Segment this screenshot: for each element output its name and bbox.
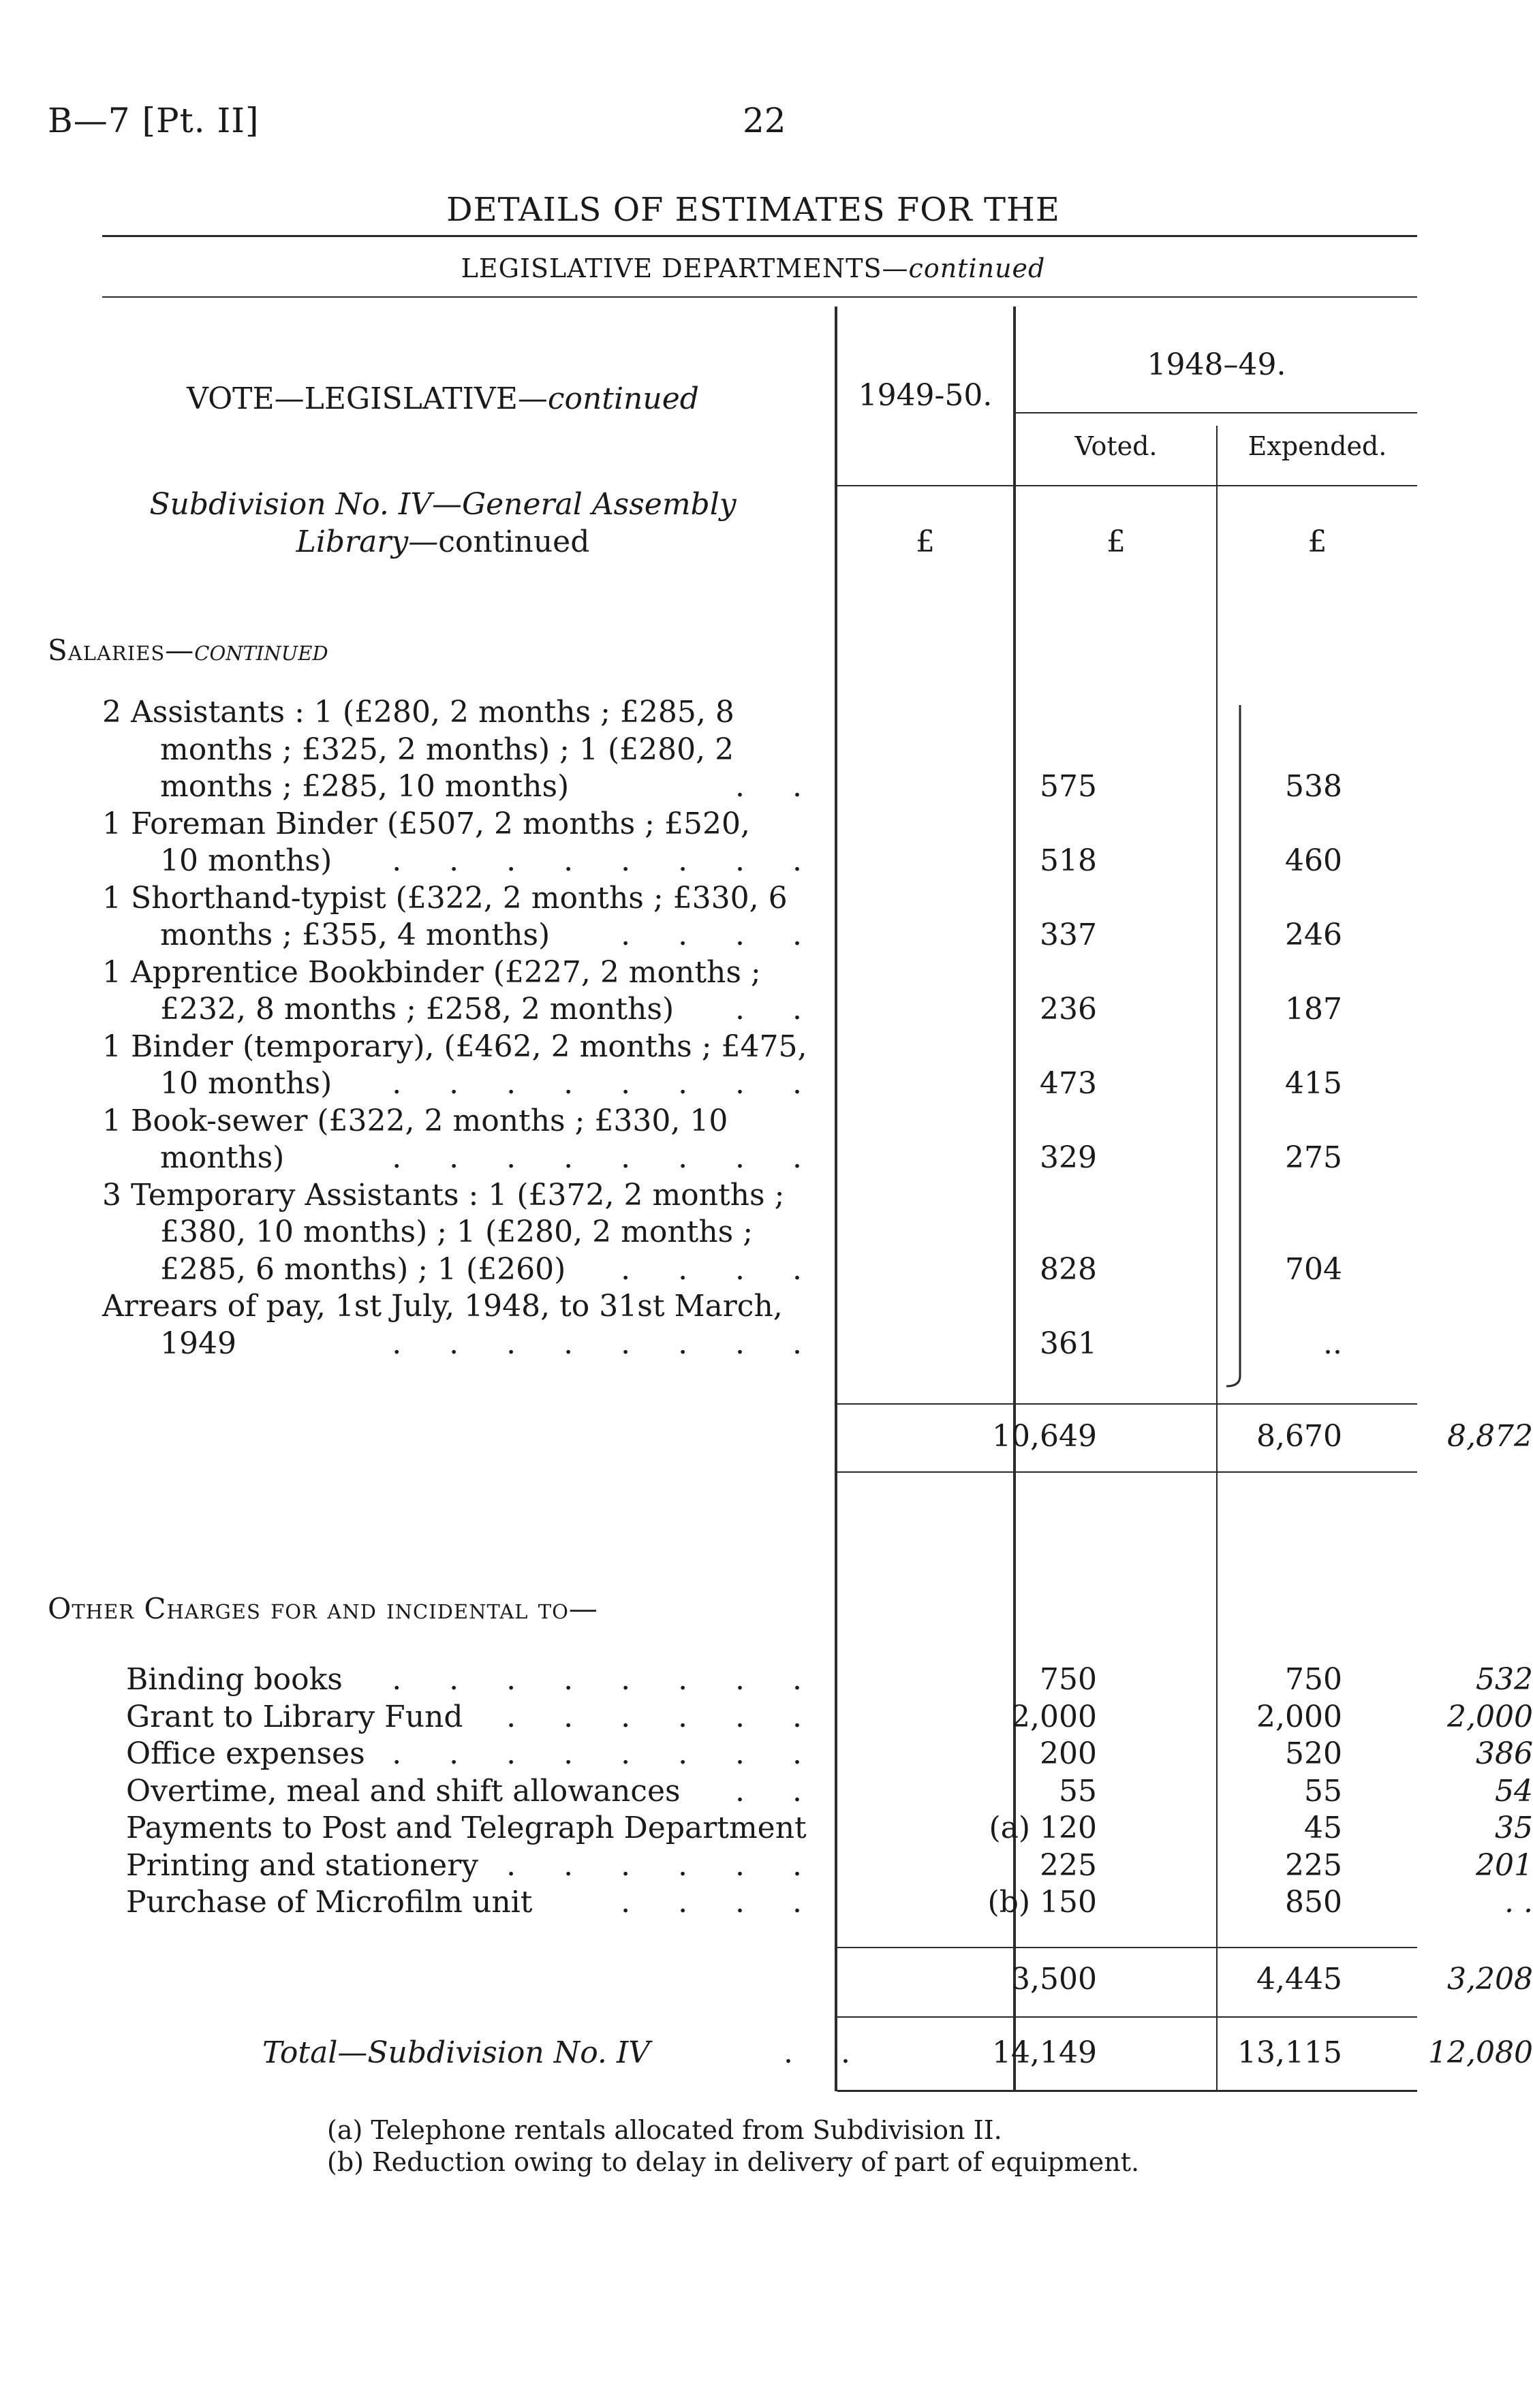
page-subtitle: LEGISLATIVE DEPARTMENTS—continued xyxy=(461,253,1046,283)
charge-line xyxy=(102,1736,1533,1773)
salary-line-text: £285, 6 months) ; 1 (£260) xyxy=(160,1251,566,1287)
salary-line xyxy=(102,955,1465,992)
salary-line xyxy=(102,807,1465,843)
salary-1949-50-value: 575 xyxy=(1040,769,1097,804)
salary-line xyxy=(102,695,1465,732)
salary-1949-50-value: 329 xyxy=(1040,1140,1097,1175)
salary-line-text: 1 Shorthand-typist (£322, 2 months ; £330, 6 xyxy=(102,880,788,916)
charge-expended-value: 386 xyxy=(1476,1736,1533,1771)
charge-voted-value: 225 xyxy=(1285,1847,1342,1883)
salary-line xyxy=(102,918,1465,954)
salary-line-text: 10 months) xyxy=(160,1066,332,1101)
salary-line-text: 1 Apprentice Bookbinder (£227, 2 months ; xyxy=(102,954,761,990)
footnote-a: (a) Telephone rentals allocated from Subdivision II. xyxy=(327,2115,1002,2145)
salary-voted-value: 415 xyxy=(1285,1066,1342,1101)
salary-1949-50-value: 236 xyxy=(1040,992,1097,1027)
charge-label: Grant to Library Fund xyxy=(126,1699,463,1734)
salaries-subtotal-expended: 8,872 xyxy=(1447,1419,1533,1454)
leader-dots: . . . . . . xyxy=(506,1847,821,1883)
salary-line-text: £380, 10 months) ; 1 (£280, 2 months ; xyxy=(160,1215,754,1249)
leader-dots: . . . . xyxy=(621,918,821,952)
salary-line-text: 3 Temporary Assistants : 1 (£372, 2 months ; xyxy=(102,1177,785,1213)
charge-label: Printing and stationery xyxy=(126,1847,479,1883)
salary-line xyxy=(102,992,1465,1029)
salary-line xyxy=(102,1104,1465,1140)
salary-line-text: 1 Book-sewer (£322, 2 months ; £330, 10 xyxy=(102,1103,728,1138)
leader-dots: . . xyxy=(784,2035,869,2070)
charge-voted-value: 520 xyxy=(1285,1736,1342,1771)
total-row xyxy=(102,2035,1533,2072)
charge-1949-50-value: (b) 150 xyxy=(987,1885,1097,1920)
charge-label: Office expenses xyxy=(126,1736,365,1771)
salary-line-text: 10 months) xyxy=(160,843,332,878)
charge-voted-value: 2,000 xyxy=(1256,1699,1342,1734)
charge-expended-value: 201 xyxy=(1476,1847,1533,1883)
charge-label: Binding books xyxy=(126,1662,343,1697)
total-expended: 12,080 xyxy=(1428,2035,1533,2070)
charge-expended-value: 532 xyxy=(1476,1662,1533,1697)
subtitle-rule xyxy=(102,296,1417,298)
charge-voted-value: 750 xyxy=(1285,1662,1342,1697)
currency-symbol: £ xyxy=(1307,525,1327,559)
leader-dots: . . . . xyxy=(621,1251,821,1287)
salary-line-text: Arrears of pay, 1st July, 1948, to 31st March, xyxy=(102,1289,783,1324)
salary-line-text: 2 Assistants : 1 (£280, 2 months ; £285, 8 xyxy=(102,695,734,730)
column-head-1949-50: 1949-50. xyxy=(858,378,993,413)
salaries-subtotal-1949-50: 10,649 xyxy=(992,1419,1097,1454)
subdivision-heading: Library—continued xyxy=(296,525,590,559)
salary-1949-50-value: 473 xyxy=(1040,1066,1097,1101)
total-voted: 13,115 xyxy=(1237,2035,1342,2070)
other-charges-heading: Other Charges for and incidental to— xyxy=(48,1592,598,1625)
salary-voted-value: 460 xyxy=(1285,843,1342,878)
leader-dots: . . . . . . . . xyxy=(392,1326,821,1361)
charge-expended-value: 35 xyxy=(1495,1811,1533,1845)
salary-line xyxy=(102,769,1465,806)
charge-voted-value: 850 xyxy=(1285,1885,1342,1920)
charge-line xyxy=(102,1885,1533,1922)
salary-1949-50-value: 361 xyxy=(1040,1326,1097,1361)
charge-expended-value: 2,000 xyxy=(1447,1699,1533,1734)
salaries-subtotal-rule xyxy=(837,1403,1417,1405)
leader-dots: . . . . . . . . xyxy=(392,843,821,878)
charges-subtotal-row xyxy=(102,1962,1533,1999)
total-1949-50: 14,149 xyxy=(992,2035,1097,2070)
brace-icon xyxy=(1220,705,1260,1390)
salary-1949-50-value: 337 xyxy=(1040,918,1097,952)
salary-voted-value: 246 xyxy=(1285,918,1342,952)
charge-voted-value: 45 xyxy=(1304,1811,1342,1845)
salary-line xyxy=(102,1215,1465,1251)
salary-line xyxy=(102,881,1465,918)
salaries-subtotal-row xyxy=(102,1419,1533,1456)
salary-line xyxy=(102,1029,1465,1066)
salary-voted-value: 275 xyxy=(1285,1140,1342,1175)
charge-line xyxy=(102,1811,1533,1847)
charge-line xyxy=(102,1699,1533,1736)
leader-dots: . . . . . . . . xyxy=(392,1066,821,1101)
salary-voted-value: .. xyxy=(1323,1326,1342,1361)
currency-symbol: £ xyxy=(1106,525,1126,559)
salary-line xyxy=(102,1326,1465,1363)
charge-line xyxy=(102,1662,1533,1699)
charge-label: Overtime, meal and shift allowances xyxy=(126,1773,681,1809)
salary-line-text: months ; £355, 4 months) xyxy=(160,918,551,952)
salary-line xyxy=(102,843,1465,880)
charge-line xyxy=(102,1847,1533,1885)
leader-dots: . . xyxy=(735,1773,821,1809)
salary-voted-value: 538 xyxy=(1285,769,1342,804)
title-rule xyxy=(102,235,1417,237)
salary-line-text: £232, 8 months ; £258, 2 months) xyxy=(160,992,675,1027)
page-number: 22 xyxy=(743,101,786,140)
vote-heading: VOTE—LEGISLATIVE—continued xyxy=(187,381,699,416)
salary-line-text: 1949 xyxy=(160,1326,236,1361)
charges-subtotal-expended: 3,208 xyxy=(1447,1962,1533,1997)
charge-expended-value: . . xyxy=(1504,1885,1533,1920)
column-head-voted: Voted. xyxy=(1074,431,1158,461)
salary-line xyxy=(102,1289,1465,1326)
salary-line xyxy=(102,1140,1465,1177)
charge-1949-50-value: 200 xyxy=(1040,1736,1097,1771)
column-head-rule xyxy=(835,485,1417,486)
charge-1949-50-value: 225 xyxy=(1040,1847,1097,1883)
charge-1949-50-value: (a) 120 xyxy=(989,1811,1097,1845)
total-label: Total—Subdivision No. IV xyxy=(262,2035,651,2070)
charge-expended-value: 54 xyxy=(1495,1773,1533,1809)
leader-dots: . . . . . . xyxy=(506,1699,821,1734)
salary-line xyxy=(102,1066,1465,1103)
currency-symbol: £ xyxy=(916,525,935,559)
charges-subtotal-voted: 4,445 xyxy=(1256,1962,1342,1997)
salary-1949-50-value: 828 xyxy=(1040,1251,1097,1287)
charges-subtotal-rule xyxy=(837,1947,1417,1948)
footnote-b: (b) Reduction owing to delay in delivery of part of equipment. xyxy=(327,2147,1140,2177)
year-span-rule xyxy=(1013,412,1417,413)
leader-dots: . . . . xyxy=(621,1885,821,1920)
salary-1949-50-value: 518 xyxy=(1040,843,1097,878)
salary-line xyxy=(102,1252,1465,1289)
salary-line xyxy=(102,1178,1465,1215)
leader-dots: . . . . . . . . xyxy=(392,1736,821,1771)
page-title: DETAILS OF ESTIMATES FOR THE xyxy=(446,191,1060,229)
charge-label: Payments to Post and Telegraph Department xyxy=(126,1811,807,1845)
salaries-subtotal-rule-bottom xyxy=(837,1471,1417,1473)
salary-line-text: months ; £285, 10 months) xyxy=(160,769,570,804)
charge-voted-value: 55 xyxy=(1304,1773,1342,1809)
subdivision-heading: Subdivision No. IV—General Assembly xyxy=(149,487,737,522)
total-rule xyxy=(837,2090,1417,2092)
document-reference: B—7 [Pt. II] xyxy=(48,101,260,140)
column-head-1948-49: 1948–49. xyxy=(1147,347,1286,382)
charge-1949-50-value: 55 xyxy=(1059,1773,1097,1809)
leader-dots: . . xyxy=(735,769,821,804)
salary-voted-value: 187 xyxy=(1285,992,1342,1027)
salary-line-text: 1 Binder (temporary), (£462, 2 months ; £475, xyxy=(102,1029,807,1064)
leader-dots: . . . . . . . . xyxy=(392,1140,821,1175)
column-head-expended: Expended. xyxy=(1248,431,1387,461)
salary-line-text: months) xyxy=(160,1140,285,1175)
salaries-subtotal-voted: 8,670 xyxy=(1256,1419,1342,1454)
charges-subtotal-1949-50: 3,500 xyxy=(1011,1962,1097,1997)
leader-dots: . . xyxy=(735,992,821,1027)
charge-label: Purchase of Microfilm unit xyxy=(126,1885,533,1920)
salaries-heading: Salaries—continued xyxy=(48,634,328,667)
charges-subtotal-rule-bottom xyxy=(837,2016,1417,2018)
salary-line-text: 1 Foreman Binder (£507, 2 months ; £520, xyxy=(102,806,750,841)
salary-line xyxy=(102,732,1465,769)
salary-line-text: months ; £325, 2 months) ; 1 (£280, 2 xyxy=(160,732,734,767)
leader-dots: . . . . . . . . xyxy=(392,1662,821,1697)
charge-1949-50-value: 750 xyxy=(1040,1662,1097,1697)
charge-line xyxy=(102,1773,1533,1811)
charge-1949-50-value: 2,000 xyxy=(1011,1699,1097,1734)
salary-voted-value: 704 xyxy=(1285,1251,1342,1287)
